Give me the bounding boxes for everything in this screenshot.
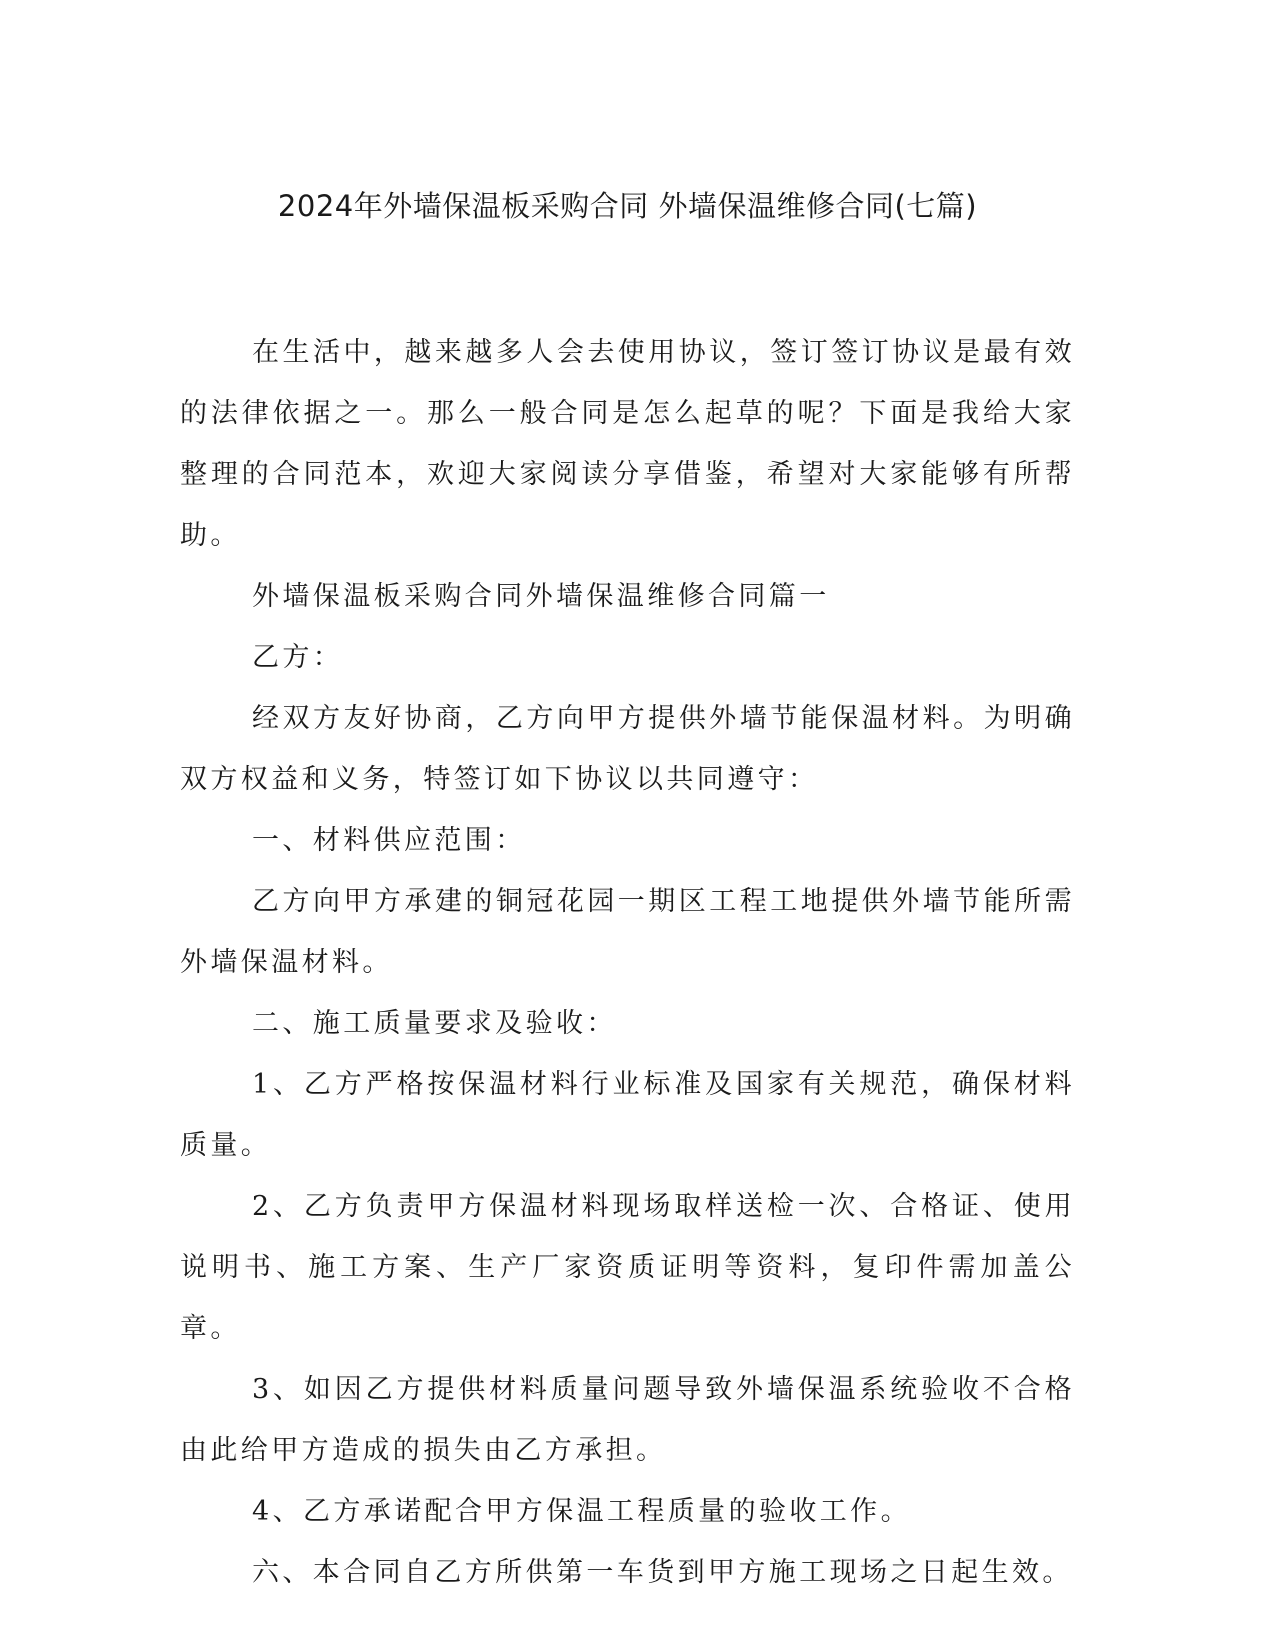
agreement-paragraph: 经双方友好协商，乙方向甲方提供外墙节能保温材料。为明确双方权益和义务，特签订如下协议以共同遵守：: [180, 703, 1075, 795]
party-b-label: 乙方：: [252, 642, 344, 673]
clause-paragraph: 乙方向甲方承建的铜冠花园一期区工程工地提供外墙节能所需外墙保温材料。: [180, 886, 1075, 978]
clause-item-4: 4、乙方承诺配合甲方保温工程质量的验收工作。: [252, 1496, 911, 1527]
clause-item-1: 1、乙方严格按保温材料行业标准及国家有关规范，确保材料质量。: [180, 1069, 1075, 1161]
clause-heading-6: 六、本合同自乙方所供第一车货到甲方施工现场之日起生效。: [252, 1557, 1073, 1588]
document-title: 2024年外墙保温板采购合同 外墙保温维修合同(七篇): [277, 189, 978, 223]
document-body: [180, 322, 1075, 1603]
clause-heading-1: 一、材料供应范围：: [252, 825, 526, 856]
section-heading: 外墙保温板采购合同外墙保温维修合同篇一: [252, 581, 830, 612]
intro-paragraph: 在生活中，越来越多人会去使用协议，签订签订协议是最有效的法律依据之一。那么一般合同是怎么起草的呢？下面是我给大家整理的合同范本，欢迎大家阅读分享借鉴，希望对大家能够有所帮助。: [180, 337, 1075, 551]
clause-item-3: 3、如因乙方提供材料质量问题导致外墙保温系统验收不合格由此给甲方造成的损失由乙方承担。: [180, 1374, 1075, 1466]
clause-item-2: 2、乙方负责甲方保温材料现场取样送检一次、合格证、使用说明书、施工方案、生产厂家资质证明等资料，复印件需加盖公章。: [180, 1191, 1075, 1344]
clause-heading-2: 二、施工质量要求及验收：: [252, 1008, 617, 1039]
